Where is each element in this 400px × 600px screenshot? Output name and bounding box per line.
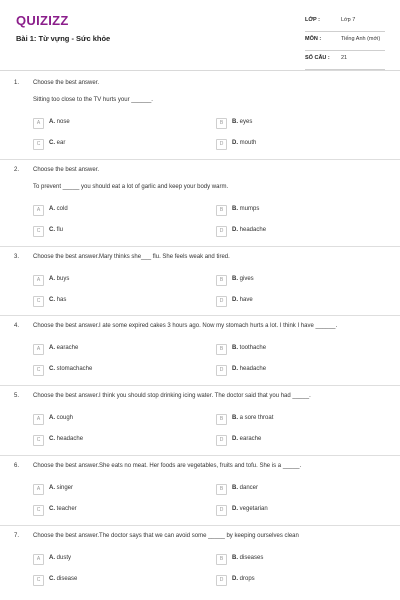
question-divider — [0, 159, 400, 160]
option-label — [232, 506, 268, 512]
option-letter: A. — [49, 555, 55, 561]
option-letter: D. — [232, 506, 238, 512]
option-letter: B. — [232, 555, 238, 561]
question-divider — [0, 385, 400, 386]
option-box[interactable]: A — [33, 205, 44, 216]
option-label — [49, 119, 70, 125]
option-box[interactable]: D — [216, 226, 227, 237]
option-box[interactable]: B — [216, 344, 227, 355]
option-letter: B. — [232, 276, 238, 282]
option-text: diseases — [239, 555, 264, 561]
option-text: stomachache — [56, 366, 93, 372]
option-text: headache — [239, 366, 267, 372]
option-text: headache — [239, 227, 267, 233]
option-letter: B. — [232, 415, 238, 421]
question-prompt: Choose the best answer.She eats no meat. Her foods are vegetables, fruits and tofu. She is a _____. — [33, 463, 302, 469]
question-prompt: Choose the best answer.I think you should stop drinking icing water. The doctor said that you had _____. — [33, 393, 311, 399]
option-text: drops — [239, 576, 255, 582]
option-text: cough — [56, 415, 74, 421]
option-letter: D. — [232, 297, 238, 303]
option-box[interactable]: C — [33, 226, 44, 237]
option-letter: C. — [49, 436, 55, 442]
option-label — [232, 555, 263, 561]
option-label — [49, 227, 63, 233]
option-letter: B. — [232, 345, 238, 351]
header-divider — [0, 70, 400, 71]
option-label — [49, 276, 69, 282]
option-label — [49, 140, 65, 146]
option-box[interactable]: C — [33, 139, 44, 150]
option-letter: C. — [49, 366, 55, 372]
option-letter: C. — [49, 506, 55, 512]
option-text: headache — [56, 436, 84, 442]
option-text: a sore throat — [239, 415, 274, 421]
option-text: earache — [239, 436, 262, 442]
option-text: toothache — [239, 345, 267, 351]
question-divider — [0, 246, 400, 247]
option-label — [49, 297, 66, 303]
option-letter: D. — [232, 576, 238, 582]
option-text: mouth — [239, 140, 257, 146]
option-text: ear — [56, 140, 66, 146]
option-box[interactable]: D — [216, 575, 227, 586]
option-box[interactable]: B — [216, 484, 227, 495]
option-letter: D. — [232, 140, 238, 146]
option-letter: B. — [232, 119, 238, 125]
option-letter: C. — [49, 140, 55, 146]
option-label — [49, 415, 73, 421]
option-label — [49, 345, 78, 351]
option-text: dusty — [56, 555, 72, 561]
option-text: cold — [56, 206, 68, 212]
option-label — [49, 506, 77, 512]
option-letter: D. — [232, 436, 238, 442]
option-text: vegetarian — [239, 506, 268, 512]
option-label — [49, 206, 68, 212]
option-label — [49, 366, 92, 372]
option-text: have — [239, 297, 253, 303]
option-box[interactable]: A — [33, 118, 44, 129]
option-box[interactable]: B — [216, 205, 227, 216]
option-box[interactable]: C — [33, 505, 44, 516]
option-label — [232, 276, 254, 282]
option-box[interactable]: A — [33, 414, 44, 425]
question-prompt: Choose the best answer.The doctor says that we can avoid some _____ by keeping ourselves clean — [33, 533, 299, 539]
question-sentence: Sitting too close to the TV hurts your ______. — [33, 97, 153, 103]
option-label — [232, 415, 273, 421]
meta-table — [305, 13, 385, 70]
question-prompt: Choose the best answer.I ate some expired cakes 3 hours ago. Now my stomach hurts a lot. I think I have ______. — [33, 323, 338, 329]
option-label — [232, 436, 261, 442]
option-label — [232, 345, 266, 351]
option-label — [232, 140, 256, 146]
meta-row-count — [305, 51, 385, 70]
option-text: buys — [56, 276, 70, 282]
meta-value: Tiếng Anh (mới) — [341, 36, 381, 42]
option-letter: B. — [232, 485, 238, 491]
quizizz-logo: QUIZIZZ — [16, 13, 69, 28]
question-divider — [0, 315, 400, 316]
meta-value: 21 — [341, 55, 348, 61]
option-letter: D. — [232, 227, 238, 233]
option-text: teacher — [56, 506, 77, 512]
option-box[interactable]: D — [216, 435, 227, 446]
question-number: 6. — [14, 463, 20, 469]
option-label — [49, 485, 73, 491]
option-letter: A. — [49, 119, 55, 125]
question-prompt: Choose the best answer.Mary thinks she___ flu. She feels weak and tired. — [33, 254, 230, 260]
meta-label: SỐ CÂU : — [305, 55, 330, 61]
option-label — [232, 227, 266, 233]
option-text: has — [56, 297, 67, 303]
option-box[interactable]: B — [216, 414, 227, 425]
option-letter: A. — [49, 345, 55, 351]
option-text: earache — [56, 345, 79, 351]
option-label — [232, 366, 266, 372]
option-label — [49, 555, 71, 561]
meta-row-subject — [305, 32, 385, 51]
question-number: 3. — [14, 254, 20, 260]
option-box[interactable]: C — [33, 575, 44, 586]
option-letter: C. — [49, 576, 55, 582]
question-prompt: Choose the best answer. — [33, 167, 100, 173]
option-label — [49, 576, 77, 582]
option-box[interactable]: A — [33, 554, 44, 565]
option-text: eyes — [239, 119, 253, 125]
option-label — [232, 485, 258, 491]
option-text: dancer — [239, 485, 259, 491]
option-letter: B. — [232, 206, 238, 212]
option-letter: A. — [49, 276, 55, 282]
question-number: 7. — [14, 533, 20, 539]
option-box[interactable]: C — [33, 365, 44, 376]
question-number: 2. — [14, 167, 20, 173]
option-box[interactable]: A — [33, 484, 44, 495]
option-box[interactable]: B — [216, 554, 227, 565]
question-divider — [0, 455, 400, 456]
option-text: disease — [56, 576, 78, 582]
question-sentence: To prevent _____ you should eat a lot of garlic and keep your body warm. — [33, 184, 229, 190]
option-text: nose — [56, 119, 70, 125]
option-letter: A. — [49, 415, 55, 421]
option-box[interactable]: B — [216, 275, 227, 286]
option-text: singer — [56, 485, 74, 491]
option-letter: A. — [49, 206, 55, 212]
option-box[interactable]: D — [216, 139, 227, 150]
meta-row-class — [305, 13, 385, 32]
option-letter: A. — [49, 485, 55, 491]
option-box[interactable]: A — [33, 275, 44, 286]
option-box[interactable]: C — [33, 435, 44, 446]
question-number: 5. — [14, 393, 20, 399]
option-box[interactable]: B — [216, 118, 227, 129]
option-box[interactable]: D — [216, 296, 227, 307]
option-label — [49, 436, 83, 442]
option-box[interactable]: D — [216, 365, 227, 376]
option-text: mumps — [239, 206, 260, 212]
option-label — [232, 297, 253, 303]
option-letter: D. — [232, 366, 238, 372]
option-label — [232, 576, 255, 582]
question-number: 4. — [14, 323, 20, 329]
meta-label: MÔN : — [305, 36, 322, 42]
meta-label: LỚP : — [305, 17, 320, 23]
option-letter: C. — [49, 227, 55, 233]
option-label — [232, 119, 252, 125]
question-number: 1. — [14, 80, 20, 86]
option-text: flu — [56, 227, 64, 233]
option-box[interactable]: A — [33, 344, 44, 355]
question-prompt: Choose the best answer. — [33, 80, 100, 86]
document-title: Bài 1: Từ vựng - Sức khỏe — [16, 34, 111, 43]
option-box[interactable]: D — [216, 505, 227, 516]
question-divider — [0, 525, 400, 526]
meta-value: Lớp 7 — [341, 17, 356, 23]
option-letter: C. — [49, 297, 55, 303]
option-box[interactable]: C — [33, 296, 44, 307]
option-text: gives — [239, 276, 254, 282]
page-header — [0, 0, 400, 70]
option-label — [232, 206, 259, 212]
